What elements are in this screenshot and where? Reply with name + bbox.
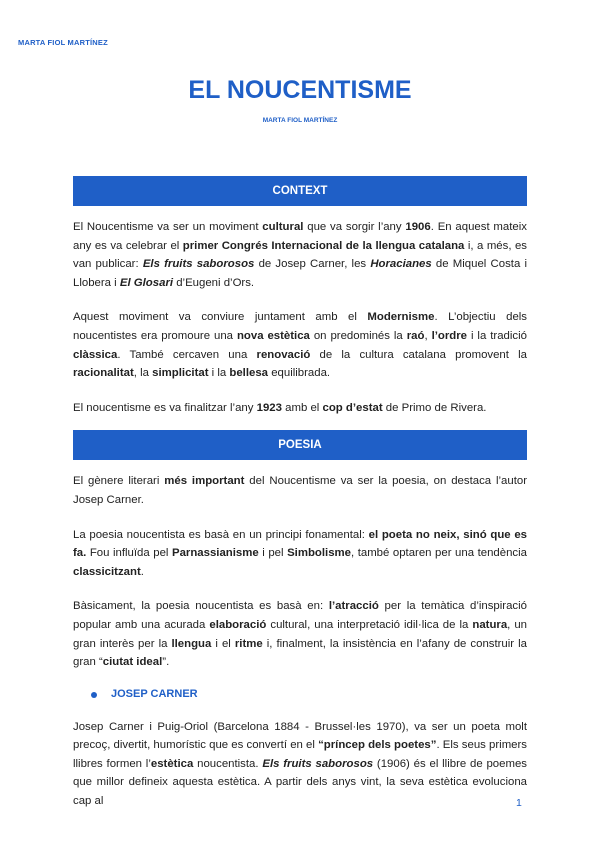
poesia-paragraph-3: Bàsicament, la poesia noucentista es basà en: l’atracció per la temàtica d’inspiració popular amb una acurada elaboració cultural, una interpretació idil·lica de la natura, un gran interès per la llengua i el ritme i, finalment, la insistència en l’afany de construir la gran “ciutat ideal”. [73, 600, 528, 669]
context-paragraph-1: El Noucentisme va ser un moviment cultural que va sorgir l’any 1906. En aquest mateix any es va celebrar el primer Congrés Internacional de la llengua catalana i, a més, es van publicar: Els fruits saborosos de Josep Carner, les Horacianes de Miquel Costa i Llobera i El Glosari d’Eugeni d’Ors. [73, 221, 528, 289]
poesia-paragraph-1: El gènere literari més important del Noucentisme va ser la poesia, on destaca l’autor Josep Carner. [73, 475, 528, 506]
bullet-dot-icon [91, 692, 97, 698]
bullet-josep-carner [73, 686, 527, 704]
running-header-author: MARTA FIOL MARTÍNEZ [18, 38, 108, 47]
section-heading-context: CONTEXT [73, 176, 527, 206]
document-body [73, 176, 527, 811]
context-paragraph-3: El noucentisme es va finalitzar l’any 1923 amb el cop d’estat de Primo de Rivera. [73, 401, 487, 414]
document-subtitle: MARTA FIOL MARTÍNEZ [262, 117, 338, 124]
context-paragraph-2: Aquest moviment va conviure juntament amb el Modernisme. L’objectiu dels noucentistes era promoure una nova estètica on predominés la raó, l’ordre i la tradició clàssica. També cercaven una renovació de la cultura catalana promovent la racionalitat, la simplicitat i la bellesa equilibrada. [73, 311, 527, 380]
poesia-paragraph-2: La poesia noucentista es basà en un principi fonamental: el poeta no neix, sinó que es fa. Fou influïda pel Parnassianisme i pel Simbolisme, també optaren per una tendència classicitzant. [73, 528, 528, 578]
josep-carner-paragraph: Josep Carner i Puig-Oriol (Barcelona 1884 - Brussel·les 1970), va ser un poeta molt precoç, divertit, humorístic que es convertí en el “príncep dels poetes”. Els seus primers llibres formen l’estètica noucentista. Els fruits saborosos (1906) és el llibre de poemes que millor defineix aquesta estètica. A partir dels anys vint, la seva estètica evoluciona cap al [73, 720, 528, 808]
section-heading-poesia: POESIA [73, 430, 527, 460]
bullet-label: JOSEP CARNER [111, 688, 198, 701]
document-title: EL NOUCENTISME [188, 76, 412, 104]
page-number: 1 [516, 797, 522, 809]
